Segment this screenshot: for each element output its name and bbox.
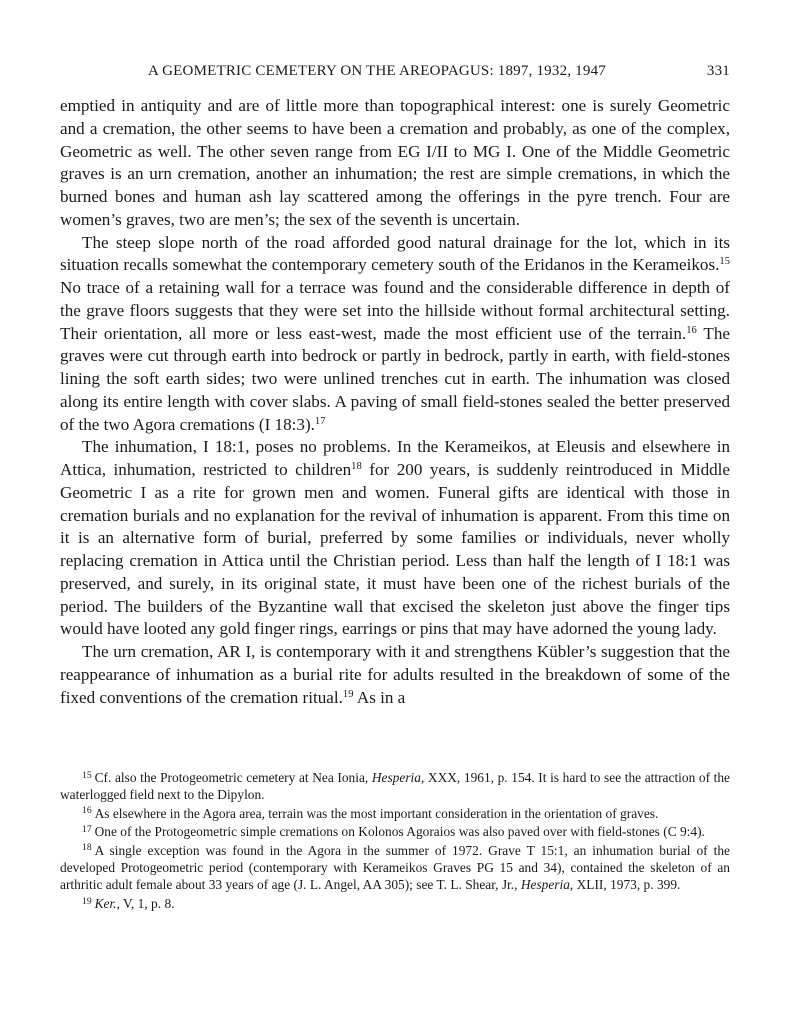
footnote-16 <box>60 805 730 822</box>
paragraph-3 <box>60 436 730 641</box>
paragraph-2-text-b: No trace of a retaining wall for a terrace was found and the considerable difference in depth of the grave floors suggests that they were set into the hillside without formal architectural setting. Their orientation, all more or less east-west, made the most efficient use of the terrain. <box>60 278 730 343</box>
footnote-ref-18[interactable]: 18 <box>351 461 362 473</box>
footnote-18-text-b: , XLII, 1973, p. 399. <box>569 877 681 893</box>
paragraph-3-text-a: The inhumation, I 18:1, poses no problems. In the Kerameikos, at Eleusis and elsewhere in Attica, inhumation, restricted to children <box>60 437 730 479</box>
footnote-ref-15[interactable]: 15 <box>719 256 730 268</box>
body-text <box>60 95 730 709</box>
paragraph-3-text-b: for 200 years, is suddenly reintroduced in Middle Geometric I as a rite for grown men and women. Funeral gifts are identical with those in cremation burials and no explanation for the revival of inhumation is apparent. From this time on it is an alternative form of burial, preferred by some families or individuals, never wholly replacing cremation in Attica until the Christian period. Less than half the length of I 18:1 was preserved, and surely, in its original state, it must have been one of the richest burials of the period. The builders of the Byzantine wall that excised the skeleton just above the finger tips would have looted any gold finger rings, earrings or pins that may have adorned the young lady. <box>60 460 730 639</box>
footnote-19-mark: 19 <box>82 895 92 907</box>
footnote-17 <box>60 823 730 840</box>
paragraph-2 <box>60 232 730 437</box>
footnote-19-journal: Ker. <box>94 895 117 911</box>
footnote-ref-19[interactable]: 19 <box>342 688 354 700</box>
footnote-ref-17[interactable]: 17 <box>314 415 326 427</box>
footnote-15 <box>60 769 730 804</box>
footnote-18-journal: Hesperia <box>520 877 570 893</box>
footnote-19-text: , V, 1, p. 8. <box>116 895 175 911</box>
page-number: 331 <box>706 63 730 79</box>
footnote-18-text-a: A single exception was found in the Agora in the summer of 1972. Grave T 15:1, an inhumation burial of the developed Protogeometric period (contemporary with Kerameikos Graves PG 15 and 34), contained the skeleton of an arthritic adult female about 33 years of age (J. L. Angel, AA 305); see T. L. Shear, Jr., <box>60 842 730 893</box>
footnote-16-mark: 16 <box>82 805 92 817</box>
paragraph-2-text-a: The steep slope north of the road afforded good natural drainage for the lot, which in its situation recalls somewhat the contemporary cemetery south of the Eridanos in the Kerameikos. <box>60 232 730 275</box>
paragraph-4 <box>60 641 730 709</box>
footnote-18-mark: 18 <box>82 842 92 854</box>
footnote-ref-16[interactable]: 16 <box>686 324 697 336</box>
footnote-18 <box>60 842 730 894</box>
paragraph-1 <box>60 95 730 232</box>
paragraph-4-text-a: The urn cremation, AR I, is contemporary with it and strengthens Kübler’s suggestion that the reappearance of inhumation as a burial rite for adults resulted in the breakdown of some of the fixed conventions of the cremation ritual. <box>60 642 730 707</box>
footnote-17-text: One of the Protogeometric simple cremations on Kolonos Agoraios was also paved over with field-stones (C 9:4). <box>94 824 705 840</box>
footnote-15-text-b: , XXX, 1961, p. 154. It is hard to see the attraction of the waterlogged field next to the Dipylon. <box>60 770 731 803</box>
paragraph-4-text-b: As in a <box>353 687 406 707</box>
footnote-15-text-a: Cf. also the Protogeometric cemetery at Nea Ionia, <box>94 770 372 785</box>
paragraph-2-text-c: The graves were cut through earth into bedrock or partly in bedrock, partly in earth, with field-stones lining the soft earth sides; two were unlined trenches cut in earth. The inhumation was closed along its entire length with cover slabs. A paving of small field-stones sealed the better preserved of the two Agora cremations (I 18:3). <box>60 323 730 434</box>
footnote-16-text: As elsewhere in the Agora area, terrain was the most important consideration in the orientation of graves. <box>94 805 659 821</box>
running-head <box>60 63 730 83</box>
paragraph-1-text: emptied in antiquity and are of little more than topographical interest: one is surely Geometric and a cremation, the other seems to have been a cremation and probably, as one of the complex, Geometric as well. The other seven range from EG I/II to MG I. One of the Middle Geometric graves is an urn cremation, another an inhumation; the rest are simple cremations, in which the burned bones and human ash lay scattered among the offerings in the pyre trench. Four are women’s graves, two are men’s; the sex of the seventh is uncertain. <box>60 96 730 229</box>
footnote-17-mark: 17 <box>82 823 92 835</box>
footnote-19 <box>60 895 730 912</box>
footnote-15-journal: Hesperia <box>371 770 421 785</box>
running-title: A GEOMETRIC CEMETERY ON THE AREOPAGUS: 1897, 1932, 1947 <box>148 63 606 79</box>
footnote-15-mark: 15 <box>82 769 92 781</box>
footnotes <box>60 769 730 913</box>
